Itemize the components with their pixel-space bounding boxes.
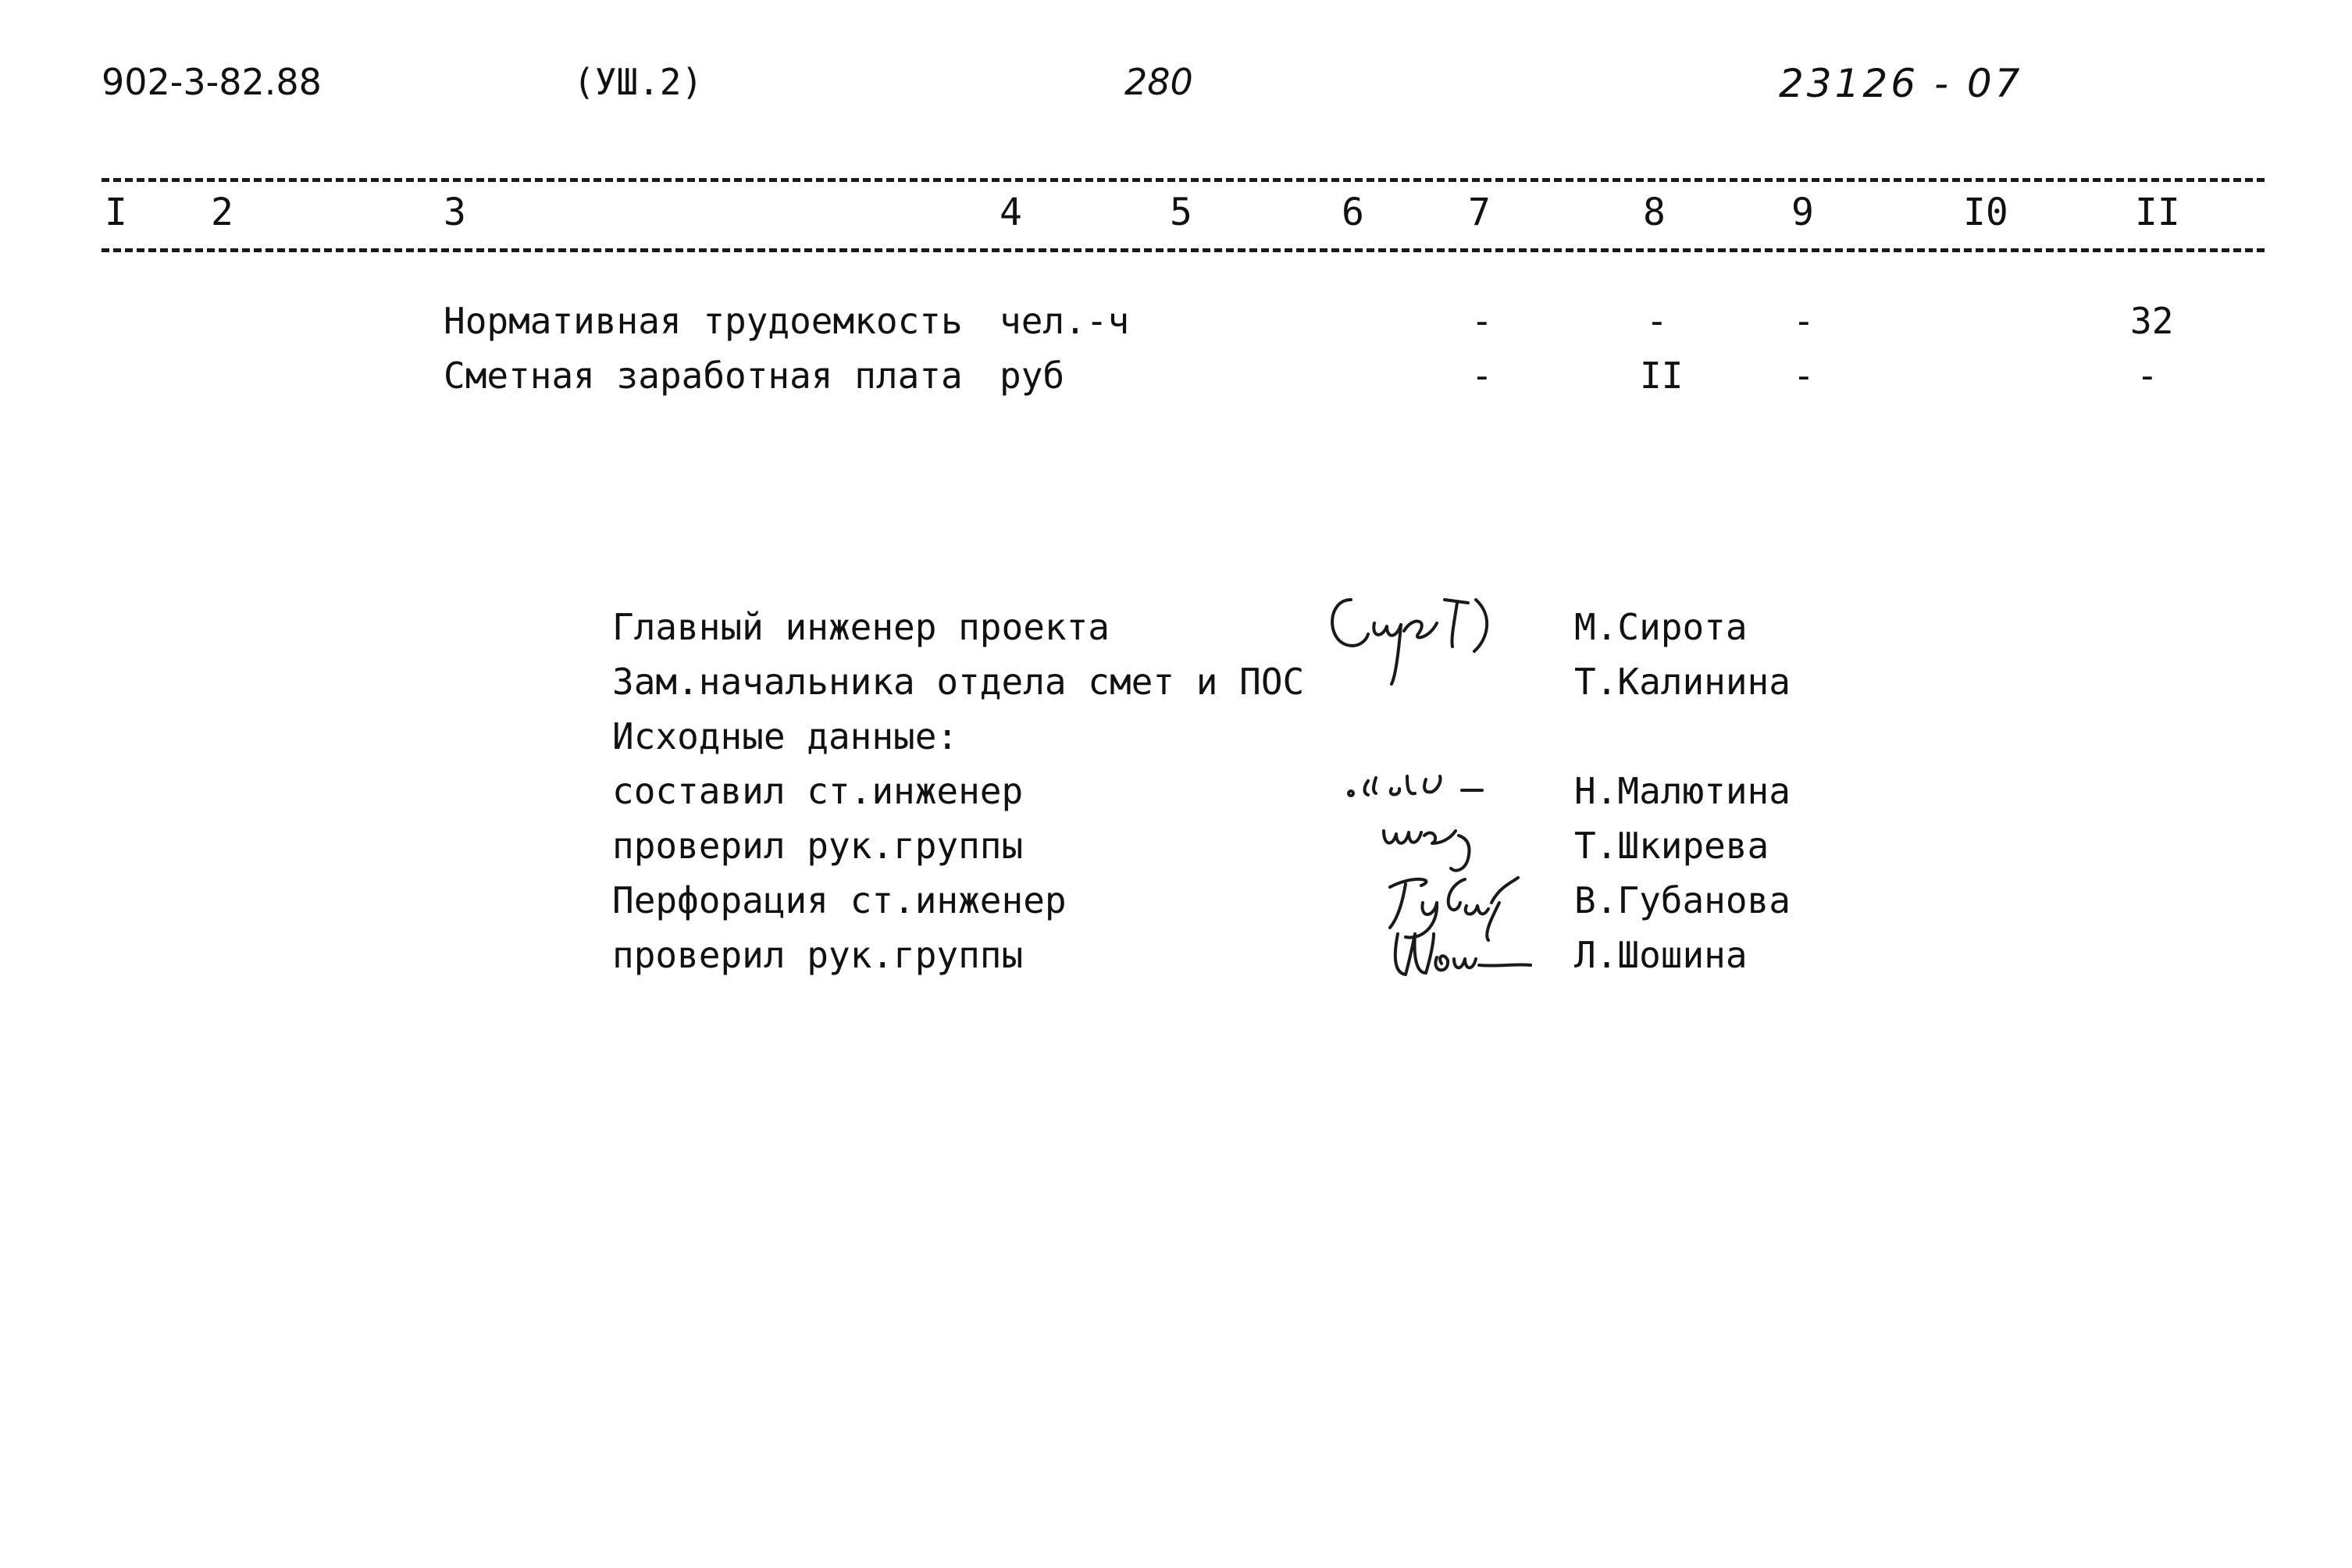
signature-role-5: проверил рук.группы xyxy=(612,825,1024,867)
signature-role-4: составил ст.инженер xyxy=(612,770,1024,812)
column-header-10: I0 xyxy=(1963,191,2008,234)
signature-name-7: Л.Шошина xyxy=(1574,934,1748,976)
row-1-col9: - xyxy=(1793,300,1815,342)
column-header-3: 3 xyxy=(444,191,466,234)
column-header-6: 6 xyxy=(1342,191,1364,234)
column-header-2: 2 xyxy=(211,191,233,234)
handwritten-signature-4 xyxy=(1345,765,1501,804)
signature-name-6: В.Губанова xyxy=(1574,879,1791,921)
row-1-col11: 32 xyxy=(2130,300,2174,342)
row-2-col11: - xyxy=(2136,355,2158,397)
signature-role-2: Зам.начальника отдела смет и ПОС xyxy=(612,661,1305,703)
column-header-4: 4 xyxy=(1000,191,1022,234)
signature-name-4: Н.Малютина xyxy=(1574,770,1791,812)
table-header-top-rule xyxy=(102,178,2265,182)
page-number: 280 xyxy=(1124,61,1193,103)
signature-role-3: Исходные данные: xyxy=(612,715,959,757)
column-header-11: II xyxy=(2135,191,2180,234)
column-header-9: 9 xyxy=(1791,191,1814,234)
table-header-bottom-rule xyxy=(102,248,2265,252)
row-2-col7: - xyxy=(1471,355,1493,397)
document-code: 902-3-82.88 xyxy=(102,61,322,103)
section-code: (УШ.2) xyxy=(573,61,704,103)
signature-name-1: М.Сирота xyxy=(1574,606,1748,648)
doc-number: 23126 - 07 xyxy=(1779,61,2023,106)
row-2-col9: - xyxy=(1793,355,1815,397)
signature-role-7: проверил рук.группы xyxy=(612,934,1024,976)
row-2-unit: руб xyxy=(1000,355,1065,397)
handwritten-signature-7 xyxy=(1382,926,1538,989)
handwritten-signature-1 xyxy=(1320,576,1499,686)
column-header-1: I xyxy=(105,191,127,234)
row-1-unit: чел.-ч xyxy=(1000,300,1130,342)
row-1-name: Нормативная трудоемкость xyxy=(444,300,963,342)
signature-role-6: Перфорация ст.инженер xyxy=(612,879,1067,921)
row-1-col8: - xyxy=(1646,300,1668,342)
signature-name-2: Т.Калинина xyxy=(1574,661,1791,703)
column-header-8: 8 xyxy=(1643,191,1666,234)
row-2-name: Сметная заработная плата xyxy=(444,355,963,397)
handwritten-signature-5 xyxy=(1377,815,1502,878)
row-1-col7: - xyxy=(1471,300,1493,342)
column-header-5: 5 xyxy=(1170,191,1192,234)
row-2-col8: II xyxy=(1640,355,1684,397)
signature-name-5: Т.Шкирева xyxy=(1574,825,1769,867)
signature-role-1: Главный инженер проекта xyxy=(612,606,1110,648)
column-header-7: 7 xyxy=(1468,191,1491,234)
